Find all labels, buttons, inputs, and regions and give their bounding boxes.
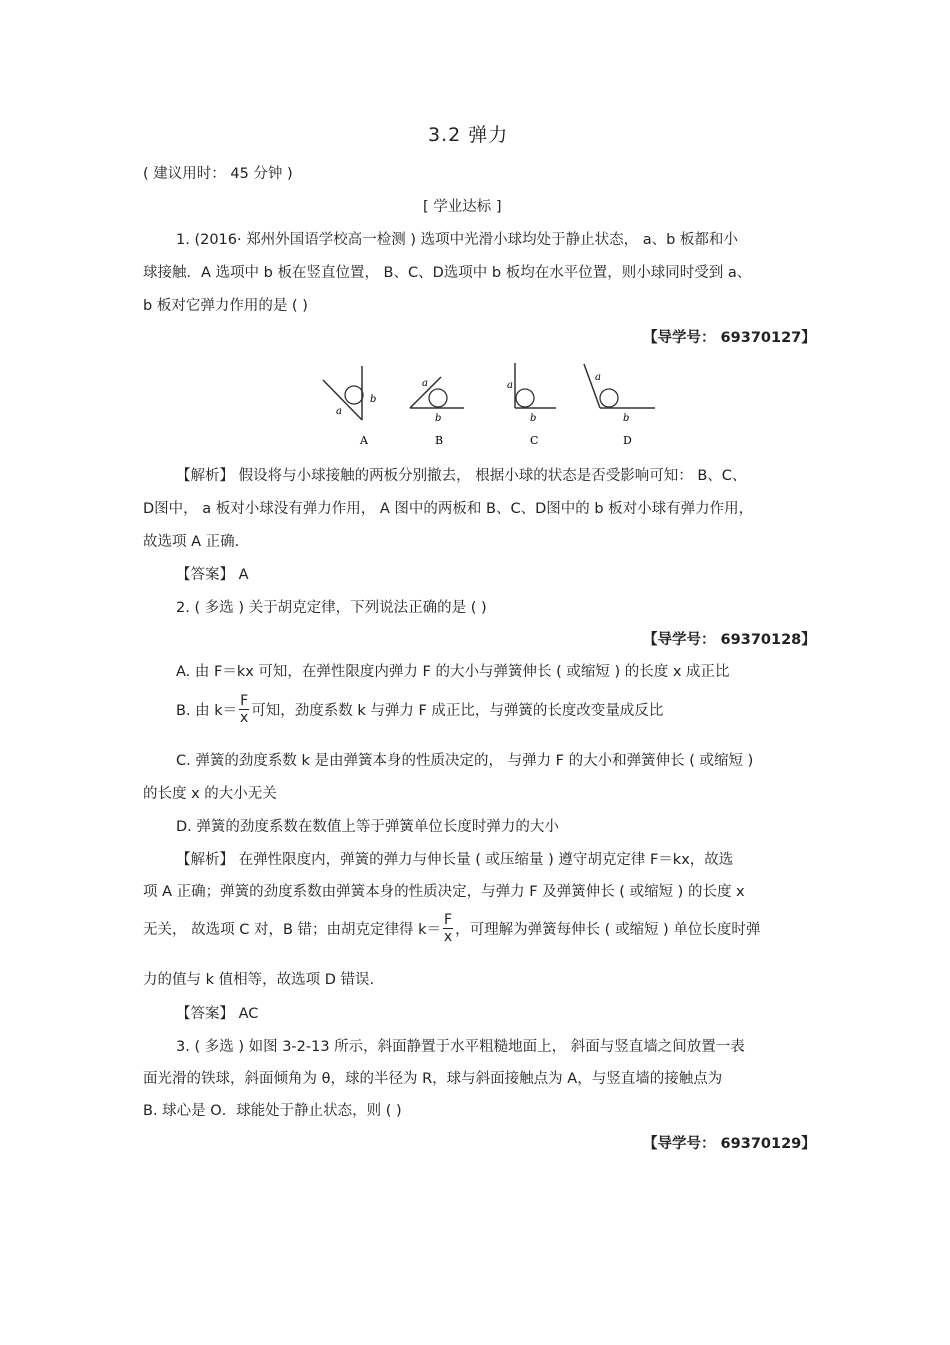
figure-b-label-a: a bbox=[422, 378, 428, 389]
q1-analysis-2: D图中， a 板对小球没有弹力作用， A 图中的两板和 B、C、D图中的 b 板对小球有弹力作用， bbox=[143, 501, 754, 517]
q2-guide-code: 【导学号： 69370128】 bbox=[643, 632, 816, 648]
fraction-denominator: x bbox=[443, 929, 453, 945]
q2-option-d: D. 弹簧的劲度系数在数值上等于弹簧单位长度时弹力的大小 bbox=[176, 819, 559, 835]
q1-line-1: 1. (2016· 郑州外国语学校高一检测 ) 选项中光滑小球均处于静止状态， a、b 板都和小 bbox=[176, 232, 738, 248]
figure-a-label-a: a bbox=[336, 406, 342, 417]
figure-d-label-b: b bbox=[623, 413, 630, 424]
q2-analysis-1: 【解析】 在弹性限度内，弹簧的弹力与伸长量 ( 或压缩量 ) 遵守胡克定律 F＝kx，故选 bbox=[176, 852, 734, 868]
q2-option-b-fraction bbox=[239, 694, 249, 725]
q1-line-3: b 板对它弹力作用的是 ( ) bbox=[143, 298, 308, 314]
figure-b-ball bbox=[429, 389, 447, 407]
figure-b bbox=[410, 377, 464, 447]
fraction-numerator: F bbox=[444, 912, 453, 928]
q2-option-a: A. 由 F＝kx 可知，在弹性限度内弹力 F 的大小与弹簧伸长 ( 或缩短 ) 的长度 x 成正比 bbox=[176, 664, 730, 680]
figure-c-label-a: a bbox=[507, 380, 513, 391]
q1-figure bbox=[318, 358, 663, 453]
figure-d-label-a: a bbox=[595, 372, 601, 383]
q3-line-3: B. 球心是 O．球能处于静止状态，则 ( ) bbox=[143, 1103, 402, 1119]
figure-d-ball bbox=[600, 389, 618, 407]
q2-option-b bbox=[176, 694, 663, 725]
figure-caption-a: A bbox=[360, 434, 368, 447]
page-title: 3.2 弹力 bbox=[428, 124, 509, 146]
q2-analysis-3-prefix: 无关， 故选项 C 对，B 错；由胡克定律得 k＝ bbox=[143, 922, 442, 938]
figure-b-label-b: b bbox=[435, 413, 442, 424]
q3-line-2: 面光滑的铁球，斜面倾角为 θ，球的半径为 R，球与斜面接触点为 A，与竖直墙的接触点为 bbox=[143, 1071, 723, 1087]
q2-analysis-2: 项 A 正确；弹簧的劲度系数由弹簧本身的性质决定，与弹力 F 及弹簧伸长 ( 或缩短 ) 的长度 x bbox=[143, 884, 745, 900]
figure-d bbox=[584, 364, 655, 447]
fraction-denominator: x bbox=[240, 710, 249, 726]
q2-answer: 【答案】 AC bbox=[176, 1006, 259, 1022]
figure-a-label-b: b bbox=[370, 394, 377, 405]
q2-option-c-line-2: 的长度 x 的大小无关 bbox=[143, 786, 277, 802]
q1-analysis-1: 【解析】 假设将与小球接触的两板分别撤去， 根据小球的状态是否受影响可知： B、C、 bbox=[176, 468, 747, 484]
fraction-numerator: F bbox=[240, 693, 249, 709]
q2-analysis-3-suffix: ，可理解为弹簧每伸长 ( 或缩短 ) 单位长度时弹 bbox=[455, 922, 761, 938]
q1-answer: 【答案】 A bbox=[176, 567, 249, 583]
section-heading: [ 学业达标 ] bbox=[423, 199, 502, 215]
q2-analysis-4: 力的值与 k 值相等，故选项 D 错误. bbox=[143, 972, 375, 988]
q2-analysis-3 bbox=[143, 913, 760, 944]
figure-c-label-b: b bbox=[530, 413, 537, 424]
q2-option-b-suffix: 可知，劲度系数 k 与弹力 F 成正比，与弹簧的长度改变量成反比 bbox=[251, 703, 664, 719]
figure-a bbox=[323, 366, 376, 447]
figure-caption-c: C bbox=[530, 434, 539, 447]
q3-guide-code: 【导学号： 69370129】 bbox=[643, 1136, 816, 1152]
q2-option-c-line-1: C. 弹簧的劲度系数 k 是由弹簧本身的性质决定的， 与弹力 F 的大小和弹簧伸长 ( 或缩短 ) bbox=[176, 753, 754, 769]
q1-guide-code: 【导学号： 69370127】 bbox=[643, 330, 816, 346]
figure-a-ball bbox=[345, 386, 363, 404]
figure-caption-d: D bbox=[623, 434, 632, 447]
figure-c bbox=[507, 363, 556, 447]
q3-line-1: 3. ( 多选 ) 如图 3-2-13 所示，斜面静置于水平粗糙地面上， 斜面与竖直墙之间放置一表 bbox=[176, 1039, 745, 1055]
figure-c-ball bbox=[516, 389, 534, 407]
q2-option-b-prefix: B. 由 k＝ bbox=[176, 703, 238, 719]
q1-line-2: 球接触．A 选项中 b 板在竖直位置， B、C、D选项中 b 板均在水平位置，则小球同时受到 a、 bbox=[143, 265, 752, 281]
q2-analysis-fraction bbox=[443, 913, 453, 944]
time-note: ( 建议用时： 45 分钟 ) bbox=[143, 166, 293, 182]
figure-caption-b: B bbox=[435, 434, 444, 447]
q1-analysis-3: 故选项 A 正确. bbox=[143, 534, 240, 550]
figure-d-board-a bbox=[584, 364, 600, 408]
q2-stem: 2. ( 多选 ) 关于胡克定律，下列说法正确的是 ( ) bbox=[176, 600, 487, 616]
